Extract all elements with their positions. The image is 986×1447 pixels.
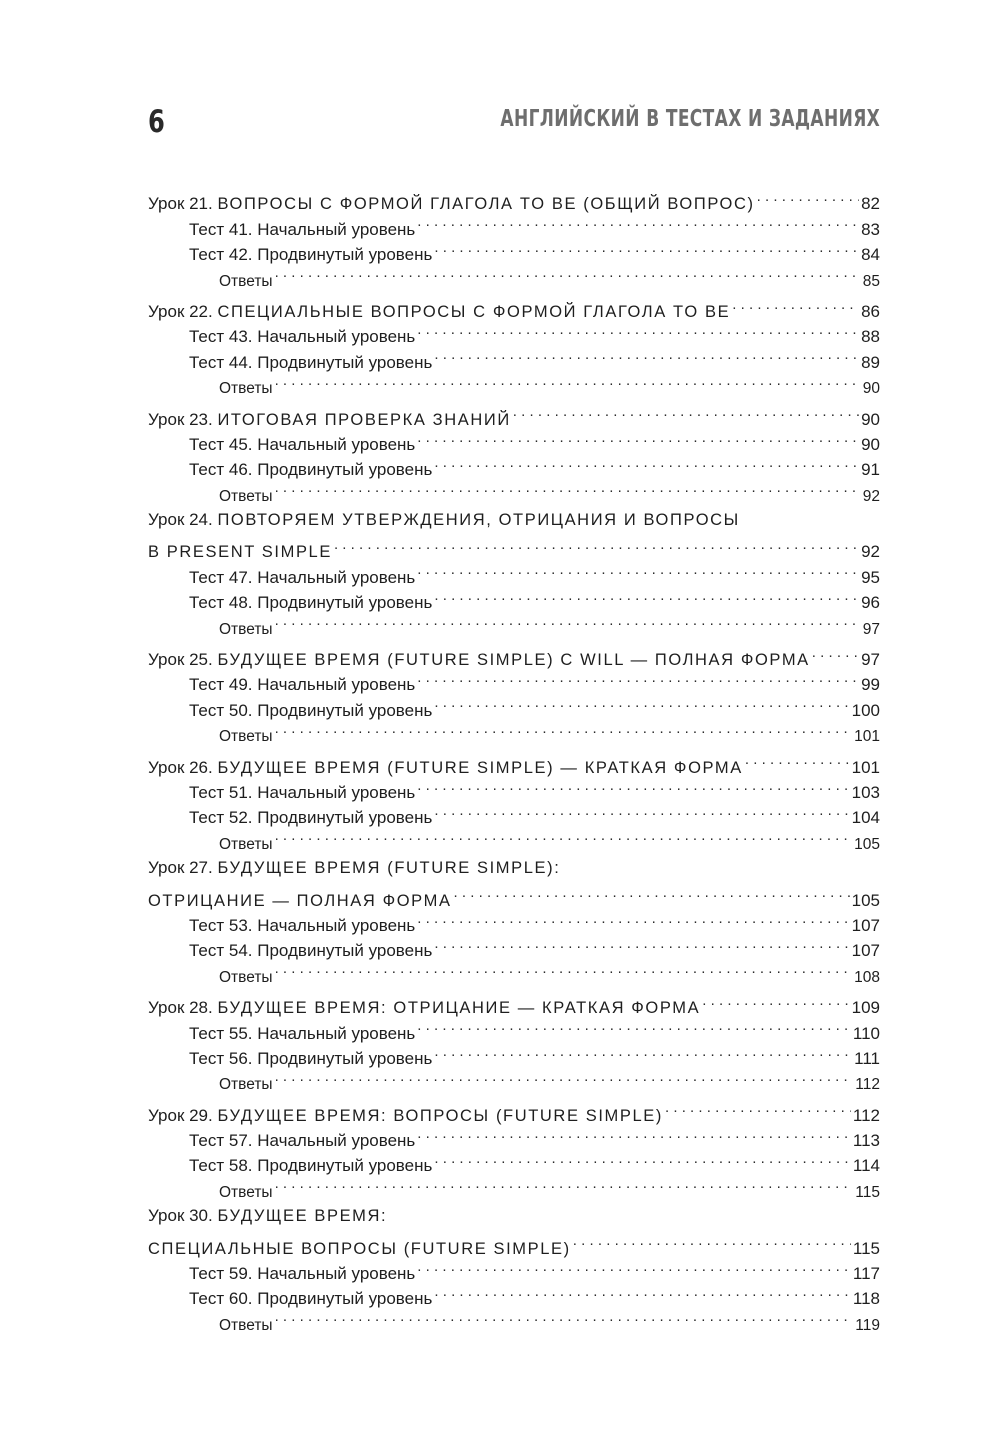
dot-leader xyxy=(417,1254,851,1279)
table-of-contents xyxy=(148,184,880,1336)
dot-leader xyxy=(434,690,849,715)
toc-lesson xyxy=(148,1095,880,1201)
entry-label: Тест 42. Продвинутый уровень xyxy=(189,245,433,265)
page-ref: 105 xyxy=(854,835,880,853)
page-ref: 89 xyxy=(861,352,880,372)
page-ref: 114 xyxy=(852,1156,880,1176)
dot-leader xyxy=(417,317,859,342)
lesson-title: Урок 30. БУДУЩЕЕ ВРЕМЯ: xyxy=(148,1205,388,1225)
page-ref: 99 xyxy=(861,675,880,695)
page-ref: 90 xyxy=(862,380,880,398)
page-ref: 119 xyxy=(855,1316,880,1334)
page-ref: 112 xyxy=(852,1105,880,1125)
toc-lesson-title-line[interactable] xyxy=(148,507,880,532)
dot-leader xyxy=(434,1039,852,1064)
entry-label: Ответы xyxy=(219,1316,273,1334)
dot-leader xyxy=(454,880,850,905)
page-header xyxy=(0,0,986,160)
page-ref: 100 xyxy=(851,700,880,720)
page-ref: 97 xyxy=(862,620,880,638)
toc-lesson-title-line[interactable] xyxy=(148,880,880,910)
page-ref: 103 xyxy=(851,782,880,802)
entry-label: Тест 57. Начальный уровень xyxy=(189,1131,416,1151)
entry-label: Ответы xyxy=(219,380,273,398)
page-ref: 96 xyxy=(861,593,880,613)
lesson-title: Урок 28. БУДУЩЕЕ ВРЕМЯ: ОТРИЦАНИЕ — КРАТКАЯ ФОРМА xyxy=(148,998,701,1018)
page-ref: 107 xyxy=(851,941,880,961)
lesson-title: Урок 27. БУДУЩЕЕ ВРЕМЯ (FUTURE SIMPLE): xyxy=(148,857,561,877)
dot-leader xyxy=(275,1171,854,1196)
lesson-title: Урок 29. БУДУЩЕЕ ВРЕМЯ: ВОПРОСЫ (FUTURE SIMPLE) xyxy=(148,1105,663,1125)
page-ref: 90 xyxy=(861,409,880,429)
entry-label: Тест 54. Продвинутый уровень xyxy=(189,941,433,961)
page-ref: 105 xyxy=(851,890,880,910)
entry-label: Тест 53. Начальный уровень xyxy=(189,915,416,935)
toc-lesson xyxy=(148,1203,880,1334)
lesson-title: Урок 24. ПОВТОРЯЕМ УТВЕРЖДЕНИЯ, ОТРИЦАНИЯ И ВОПРОСЫ xyxy=(148,509,740,529)
page-ref: 86 xyxy=(861,301,880,321)
entry-label: Тест 44. Продвинутый уровень xyxy=(189,352,433,372)
dot-leader xyxy=(757,184,859,209)
dot-leader xyxy=(417,906,849,931)
lesson-title: СПЕЦИАЛЬНЫЕ ВОПРОСЫ (FUTURE SIMPLE) xyxy=(148,1239,571,1258)
lesson-title: Урок 22. СПЕЦИАЛЬНЫЕ ВОПРОСЫ С ФОРМОЙ ГЛАГОЛА TO BE xyxy=(148,301,731,321)
page-ref: 111 xyxy=(854,1048,880,1068)
entry-label: Ответы xyxy=(219,968,273,986)
dot-leader xyxy=(275,475,861,500)
dot-leader xyxy=(434,798,849,823)
dot-leader xyxy=(434,583,859,608)
page-ref: 91 xyxy=(861,460,880,480)
entry-label: Тест 46. Продвинутый уровень xyxy=(189,460,433,480)
page-ref: 97 xyxy=(861,650,880,670)
entry-label: Тест 58. Продвинутый уровень xyxy=(189,1156,433,1176)
lesson-title: ОТРИЦАНИЕ — ПОЛНАЯ ФОРМА xyxy=(148,891,452,910)
entry-label: Ответы xyxy=(219,1076,273,1094)
entry-label: Тест 50. Продвинутый уровень xyxy=(189,700,433,720)
toc-lesson-title-line[interactable] xyxy=(148,988,880,1018)
entry-label: Тест 55. Начальный уровень xyxy=(189,1023,416,1043)
toc-lesson-title-line[interactable] xyxy=(148,399,880,429)
toc-lesson xyxy=(148,507,880,638)
entry-label: Тест 49. Начальный уровень xyxy=(189,675,416,695)
toc-lesson-title-line[interactable] xyxy=(148,184,880,214)
dot-leader xyxy=(417,1013,851,1038)
entry-label: Тест 60. Продвинутый уровень xyxy=(189,1289,433,1309)
dot-leader xyxy=(275,368,861,393)
toc-lesson-title-line[interactable] xyxy=(148,747,880,777)
dot-leader xyxy=(417,209,859,234)
lesson-title: Урок 21. ВОПРОСЫ С ФОРМОЙ ГЛАГОЛА TO BE (ОБЩИЙ ВОПРОС) xyxy=(148,194,755,214)
dot-leader xyxy=(275,956,853,981)
dot-leader xyxy=(334,532,859,557)
dot-leader xyxy=(702,988,849,1013)
entry-label: Тест 48. Продвинутый уровень xyxy=(189,593,433,613)
entry-label: Ответы xyxy=(219,272,273,290)
dot-leader xyxy=(513,399,859,424)
dot-leader xyxy=(434,1279,851,1304)
dot-leader xyxy=(417,665,859,690)
page-ref: 101 xyxy=(851,757,880,777)
entry-label: Тест 43. Начальный уровень xyxy=(189,327,416,347)
dot-leader xyxy=(417,773,849,798)
dot-leader xyxy=(434,342,859,367)
entry-label: Тест 52. Продвинутый уровень xyxy=(189,808,433,828)
dot-leader xyxy=(434,450,859,475)
entry-label: Ответы xyxy=(219,728,273,746)
dot-leader xyxy=(434,1146,851,1171)
dot-leader xyxy=(745,747,850,772)
entry-label: Ответы xyxy=(219,1183,273,1201)
dot-leader xyxy=(275,608,861,633)
toc-lesson xyxy=(148,640,880,746)
entry-label: Ответы xyxy=(219,620,273,638)
page-ref: 95 xyxy=(861,567,880,587)
dot-leader xyxy=(275,1064,854,1089)
entry-label: Тест 47. Начальный уровень xyxy=(189,567,416,587)
lesson-title: Урок 25. БУДУЩЕЕ ВРЕМЯ (FUTURE SIMPLE) С WILL — ПОЛНАЯ ФОРМА xyxy=(148,650,810,670)
dot-leader xyxy=(812,640,859,665)
dot-leader xyxy=(275,1304,854,1329)
page-ref: 108 xyxy=(854,968,880,986)
entry-label: Тест 41. Начальный уровень xyxy=(189,219,416,239)
lesson-title: В PRESENT SIMPLE xyxy=(148,543,332,562)
toc-lesson xyxy=(148,988,880,1094)
entry-label: Тест 45. Начальный уровень xyxy=(189,434,416,454)
lesson-title: Урок 23. ИТОГОВАЯ ПРОВЕРКА ЗНАНИЙ xyxy=(148,409,511,429)
dot-leader xyxy=(573,1228,851,1253)
toc-lesson xyxy=(148,855,880,986)
page-ref: 85 xyxy=(862,272,880,290)
dot-leader xyxy=(417,1121,851,1146)
page-ref: 110 xyxy=(852,1023,880,1043)
toc-lesson-title-line[interactable] xyxy=(148,532,880,562)
page-ref: 101 xyxy=(854,728,880,746)
page-ref: 92 xyxy=(861,542,880,562)
entry-label: Ответы xyxy=(219,487,273,505)
dot-leader xyxy=(665,1095,851,1120)
page-ref: 118 xyxy=(852,1289,880,1309)
page-ref: 115 xyxy=(852,1238,880,1258)
toc-lesson-title-line[interactable] xyxy=(148,1203,880,1228)
toc-lesson-title-line[interactable] xyxy=(148,855,880,880)
toc-lesson xyxy=(148,184,880,290)
page-ref: 84 xyxy=(861,245,880,265)
dot-leader xyxy=(732,292,859,317)
page-ref: 92 xyxy=(862,487,880,505)
entry-label: Тест 51. Начальный уровень xyxy=(189,782,416,802)
entry-label: Тест 56. Продвинутый уровень xyxy=(189,1048,433,1068)
toc-lesson xyxy=(148,399,880,505)
dot-leader xyxy=(275,823,853,848)
dot-leader xyxy=(417,557,859,582)
page-ref: 113 xyxy=(852,1131,880,1151)
page-number: 6 xyxy=(148,104,165,140)
dot-leader xyxy=(417,425,859,450)
running-title: АНГЛИЙСКИЙ В ТЕСТАХ И ЗАДАНИЯХ xyxy=(500,106,880,132)
toc-lesson-title-line[interactable] xyxy=(148,640,880,670)
page-ref: 88 xyxy=(861,327,880,347)
toc-lesson-title-line[interactable] xyxy=(148,292,880,321)
entry-label: Тест 59. Начальный уровень xyxy=(189,1264,416,1284)
toc-lesson-title-line[interactable] xyxy=(148,1228,880,1258)
page-ref: 109 xyxy=(851,998,880,1018)
dot-leader xyxy=(275,716,853,741)
page-ref: 115 xyxy=(855,1183,880,1201)
dot-leader xyxy=(434,931,849,956)
dot-leader xyxy=(434,235,859,260)
lesson-title: Урок 26. БУДУЩЕЕ ВРЕМЯ (FUTURE SIMPLE) — КРАТКАЯ ФОРМА xyxy=(148,757,743,777)
entry-label: Ответы xyxy=(219,835,273,853)
page-ref: 90 xyxy=(861,434,880,454)
page-ref: 107 xyxy=(851,915,880,935)
page-ref: 82 xyxy=(861,194,880,214)
toc-lesson xyxy=(148,747,880,853)
page-ref: 112 xyxy=(855,1076,880,1094)
page-ref: 117 xyxy=(852,1264,880,1284)
toc-lesson-title-line[interactable] xyxy=(148,1095,880,1125)
toc-lesson xyxy=(148,292,880,398)
page-ref: 83 xyxy=(861,219,880,239)
dot-leader xyxy=(275,260,861,285)
page-ref: 104 xyxy=(851,808,880,828)
